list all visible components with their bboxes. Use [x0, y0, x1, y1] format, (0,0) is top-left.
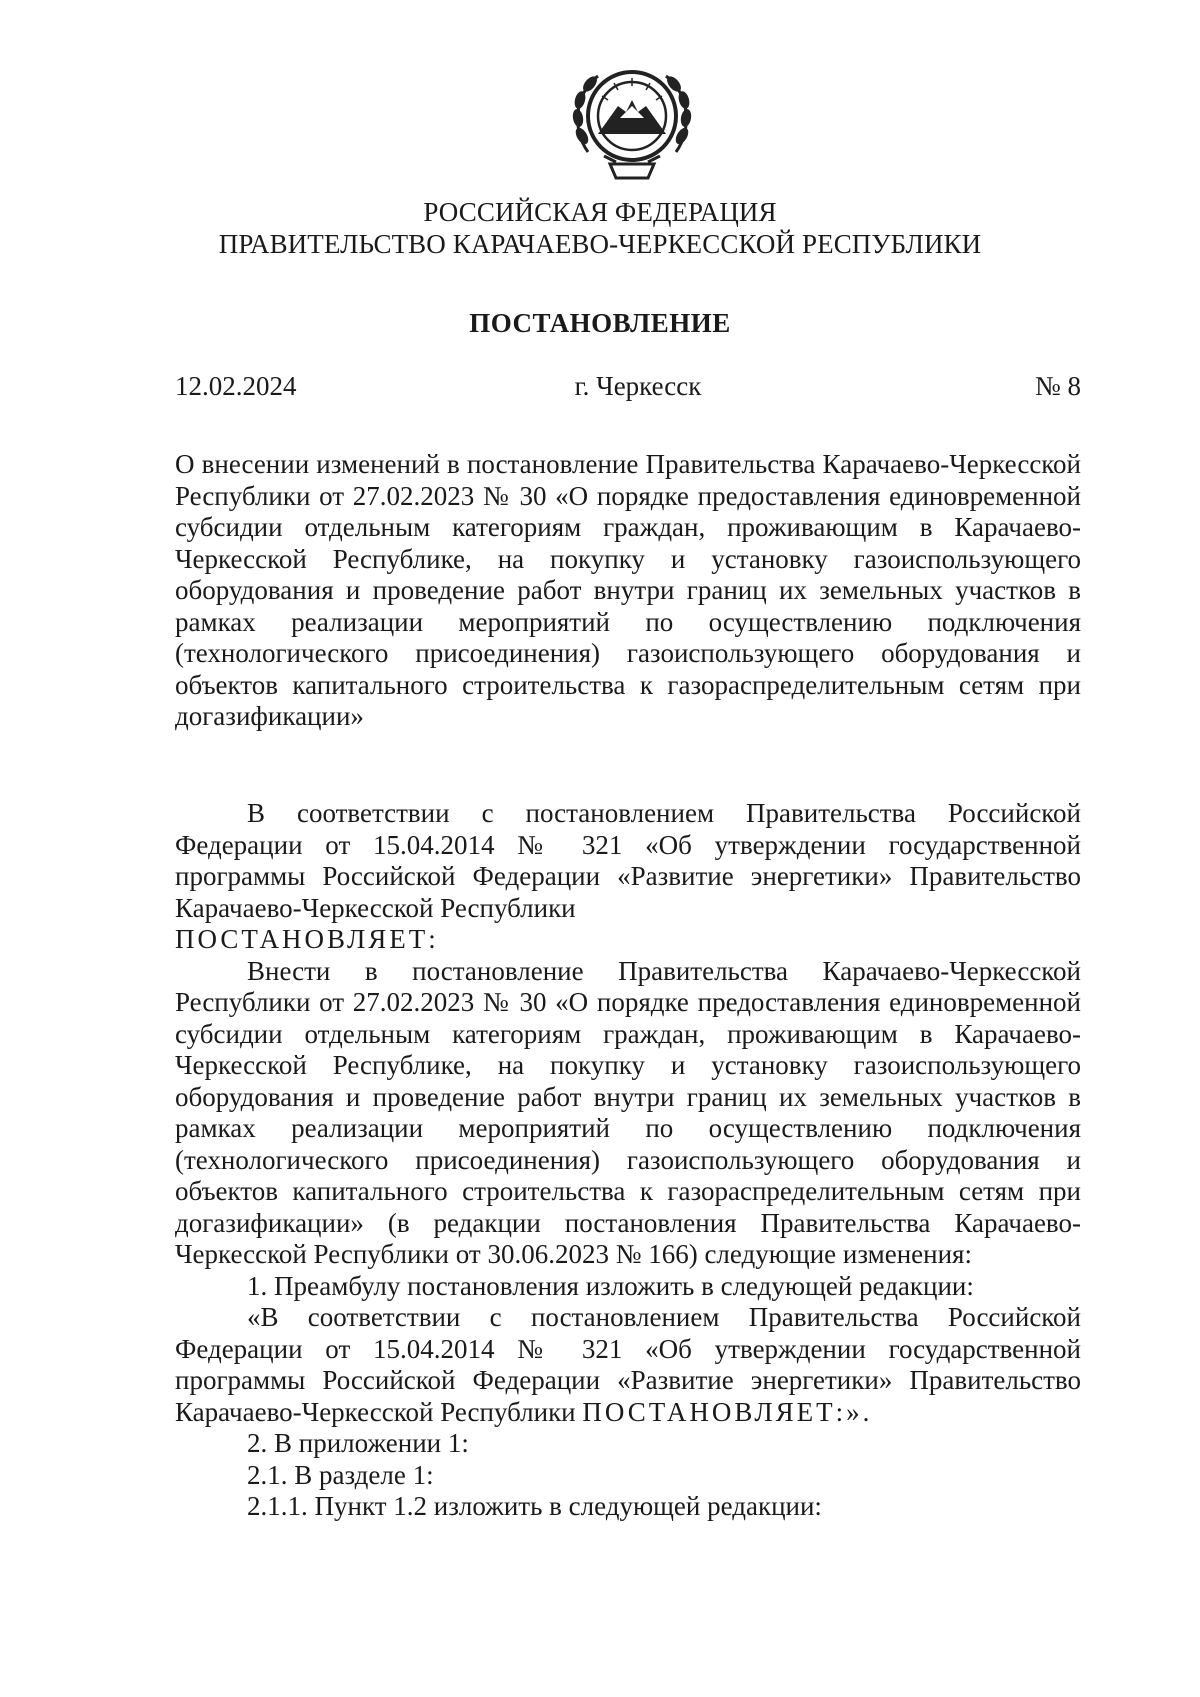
coat-of-arms-emblem	[566, 56, 698, 188]
preamble-paragraph: В соответствии с постановлением Правительства Российской Федерации от 15.04.2014 № 321 «Об утверждении государственной программы Российской Федерации «Развитие энергетики» Правительство Карачаево-Черкесской Республики	[175, 798, 1081, 923]
document-subject-title: О внесении изменений в постановление Правительства Карачаево-Черкесской Республики от 27.02.2023 № 30 «О порядке предоставления единовременной субсидии отдельным категориям граждан, проживающим в Карачаево-Черкесской Республике, на покупку и установку газоиспользующего оборудования и проведение работ внутри границ их земельных участков в рамках реализации мероприятий по осуществлению подключения (технологического присоединения) газоиспользующего оборудования и объектов капитального строительства к газораспределительным сетям при догазификации»	[175, 449, 1081, 731]
item-2-1-paragraph: 2.1. В разделе 1:	[247, 1459, 434, 1490]
document-meta-row	[175, 370, 1081, 402]
item-1-text: «В соответствии с постановлением Правительства Российской Федерации от 15.04.2014 № 321 «Об утверждении государственной программы Российской Федерации «Развитие энергетики» Правительство Карачаево-Черкесской Республики	[175, 1302, 1081, 1427]
amendment-intro-paragraph: Внести в постановление Правительства Карачаево-Черкесской Республики от 27.02.2023 № 30 «О порядке предоставления единовременной субсидии отдельным категориям граждан, проживающим в Карачаево-Черкесской Республике, на покупку и установку газоиспользующего оборудования и проведение работ внутри границ их земельных участков в рамках реализации мероприятий по осуществлению подключения (технологического присоединения) газоиспользующего оборудования и объектов капитального строительства к газораспределительным сетям при догазификации» (в редакции постановления Правительства Карачаево-Черкесской Республики от 30.06.2023 № 166) следующие изменения:	[175, 955, 1081, 1269]
document-body	[175, 798, 1081, 1523]
item-1-text-paragraph	[175, 1302, 1081, 1428]
item-2-paragraph: 2. В приложении 1:	[247, 1428, 469, 1458]
decree-word: ПОСТАНОВЛЯЕТ:	[175, 924, 439, 954]
document-type-title: ПОСТАНОВЛЕНИЕ	[469, 308, 731, 338]
document-city: г. Черкесск	[574, 371, 702, 401]
header-country: РОССИЙСКАЯ ФЕДЕРАЦИЯ	[423, 197, 777, 227]
item-1-paragraph: 1. Преамбулу постановления изложить в следующей редакции:	[247, 1270, 974, 1301]
item-1-decree-word: ПОСТАНОВЛЯЕТ:».	[582, 1396, 873, 1427]
item-2-1-1-paragraph: 2.1.1. Пункт 1.2 изложить в следующей редакции:	[247, 1491, 822, 1521]
document-date: 12.02.2024	[175, 371, 297, 401]
header-government: ПРАВИТЕЛЬСТВО КАРАЧАЕВО-ЧЕРКЕССКОЙ РЕСПУБЛИКИ	[218, 229, 982, 259]
document-number: № 8	[1034, 371, 1081, 401]
